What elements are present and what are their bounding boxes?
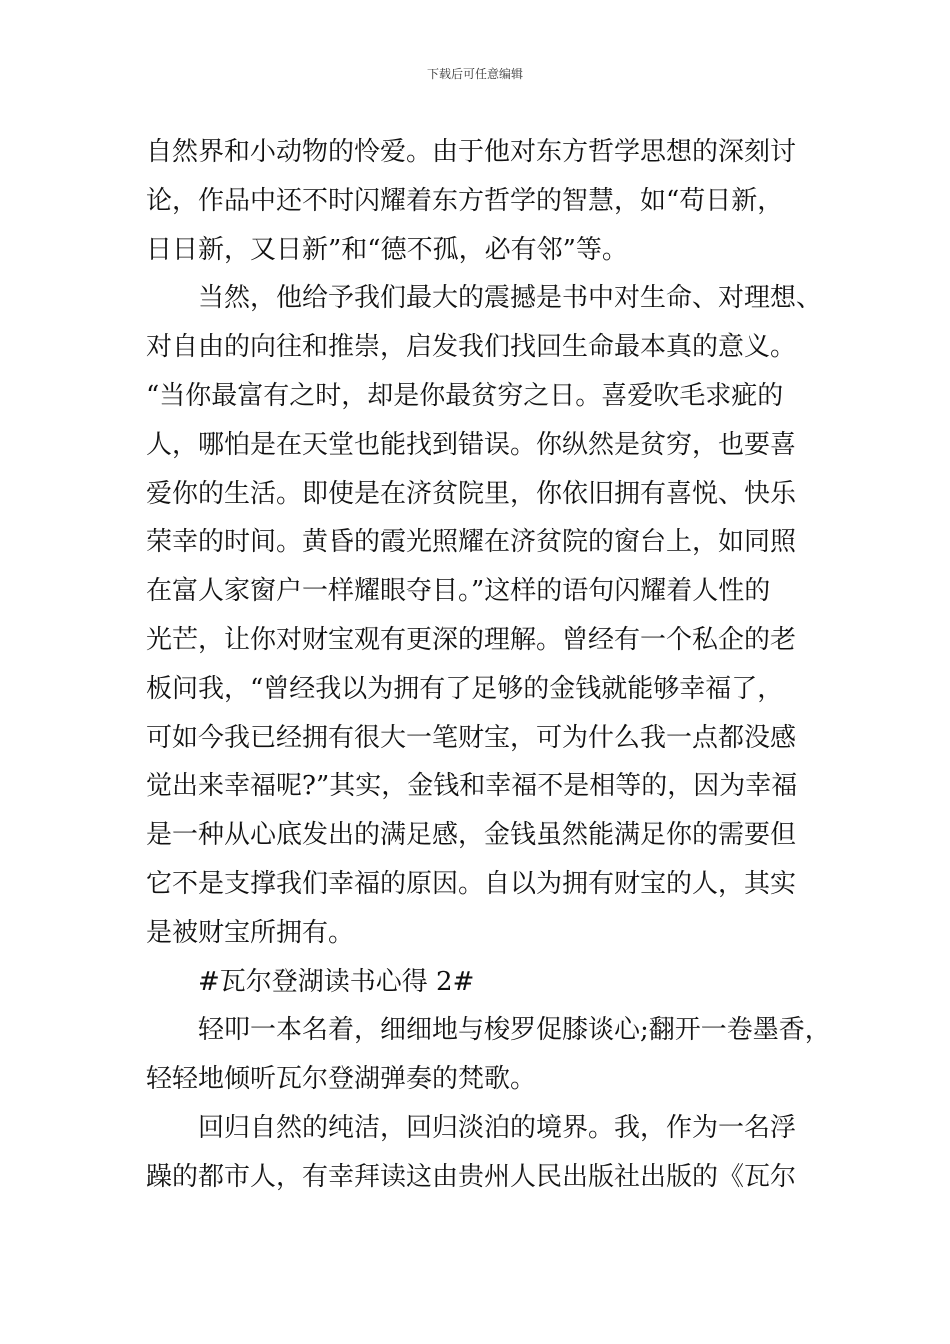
text-line: 是被财宝所拥有。	[146, 917, 355, 948]
text-line: 日日新，又日新”和“德不孤，必有邻”等。	[146, 234, 628, 265]
page-header: 下载后可任意编辑	[426, 67, 523, 81]
text-line: “当你最富有之时，却是你最贫穷之日。喜爱吹毛求疵的	[146, 380, 784, 411]
text-line: 是一种从心底发出的满足感，金钱虽然能满足你的需要但	[146, 820, 797, 851]
text-line: 对自由的向往和推崇，启发我们找回生命最本真的意义。	[146, 332, 797, 363]
text-line: 人，哪怕是在天堂也能找到错误。你纵然是贫穷，也要喜	[146, 429, 797, 460]
text-line: 它不是支撑我们幸福的原因。自以为拥有财宝的人，其实	[146, 868, 797, 899]
document-body	[146, 128, 836, 1202]
text-line: 论，作品中还不时闪耀着东方哲学的智慧，如“苟日新，	[146, 185, 784, 216]
text-line: 觉出来幸福呢?”其实，金钱和幸福不是相等的，因为幸福	[146, 771, 798, 802]
text-line: 光芒，让你对财宝观有更深的理解。曾经有一个私企的老	[146, 624, 797, 655]
paragraph-first-line: 当然，他给予我们最大的震撼是书中对生命、对理想、	[198, 283, 823, 314]
text-line: 在富人家窗户一样耀眼夺目。”这样的语句闪耀着人性的	[146, 576, 771, 607]
text-line: 躁的都市人，有幸拜读这由贵州人民出版社出版的《瓦尔	[146, 1161, 797, 1192]
text-line: 荣幸的时间。黄昏的霞光照耀在济贫院的窗台上，如同照	[146, 527, 797, 558]
text-line: 轻轻地倾听瓦尔登湖弹奏的梵歌。	[146, 1064, 537, 1095]
text-line: 可如今我已经拥有很大一笔财宝，可为什么我一点都没感	[146, 722, 797, 753]
text-line: 爱你的生活。即使是在济贫院里，你依旧拥有喜悦、快乐	[146, 478, 797, 509]
text-line: 板问我，“曾经我以为拥有了足够的金钱就能够幸福了，	[146, 673, 784, 704]
paragraph-first-line: 轻叩一本名着，细细地与梭罗促膝谈心;翻开一卷墨香，	[198, 1015, 831, 1046]
paragraph-first-line: 回归自然的纯洁，回归淡泊的境界。我，作为一名浮	[198, 1112, 797, 1143]
text-line: 自然界和小动物的怜爱。由于他对东方哲学思想的深刻讨	[146, 137, 797, 167]
section-heading: #瓦尔登湖读书心得 2#	[198, 966, 475, 997]
